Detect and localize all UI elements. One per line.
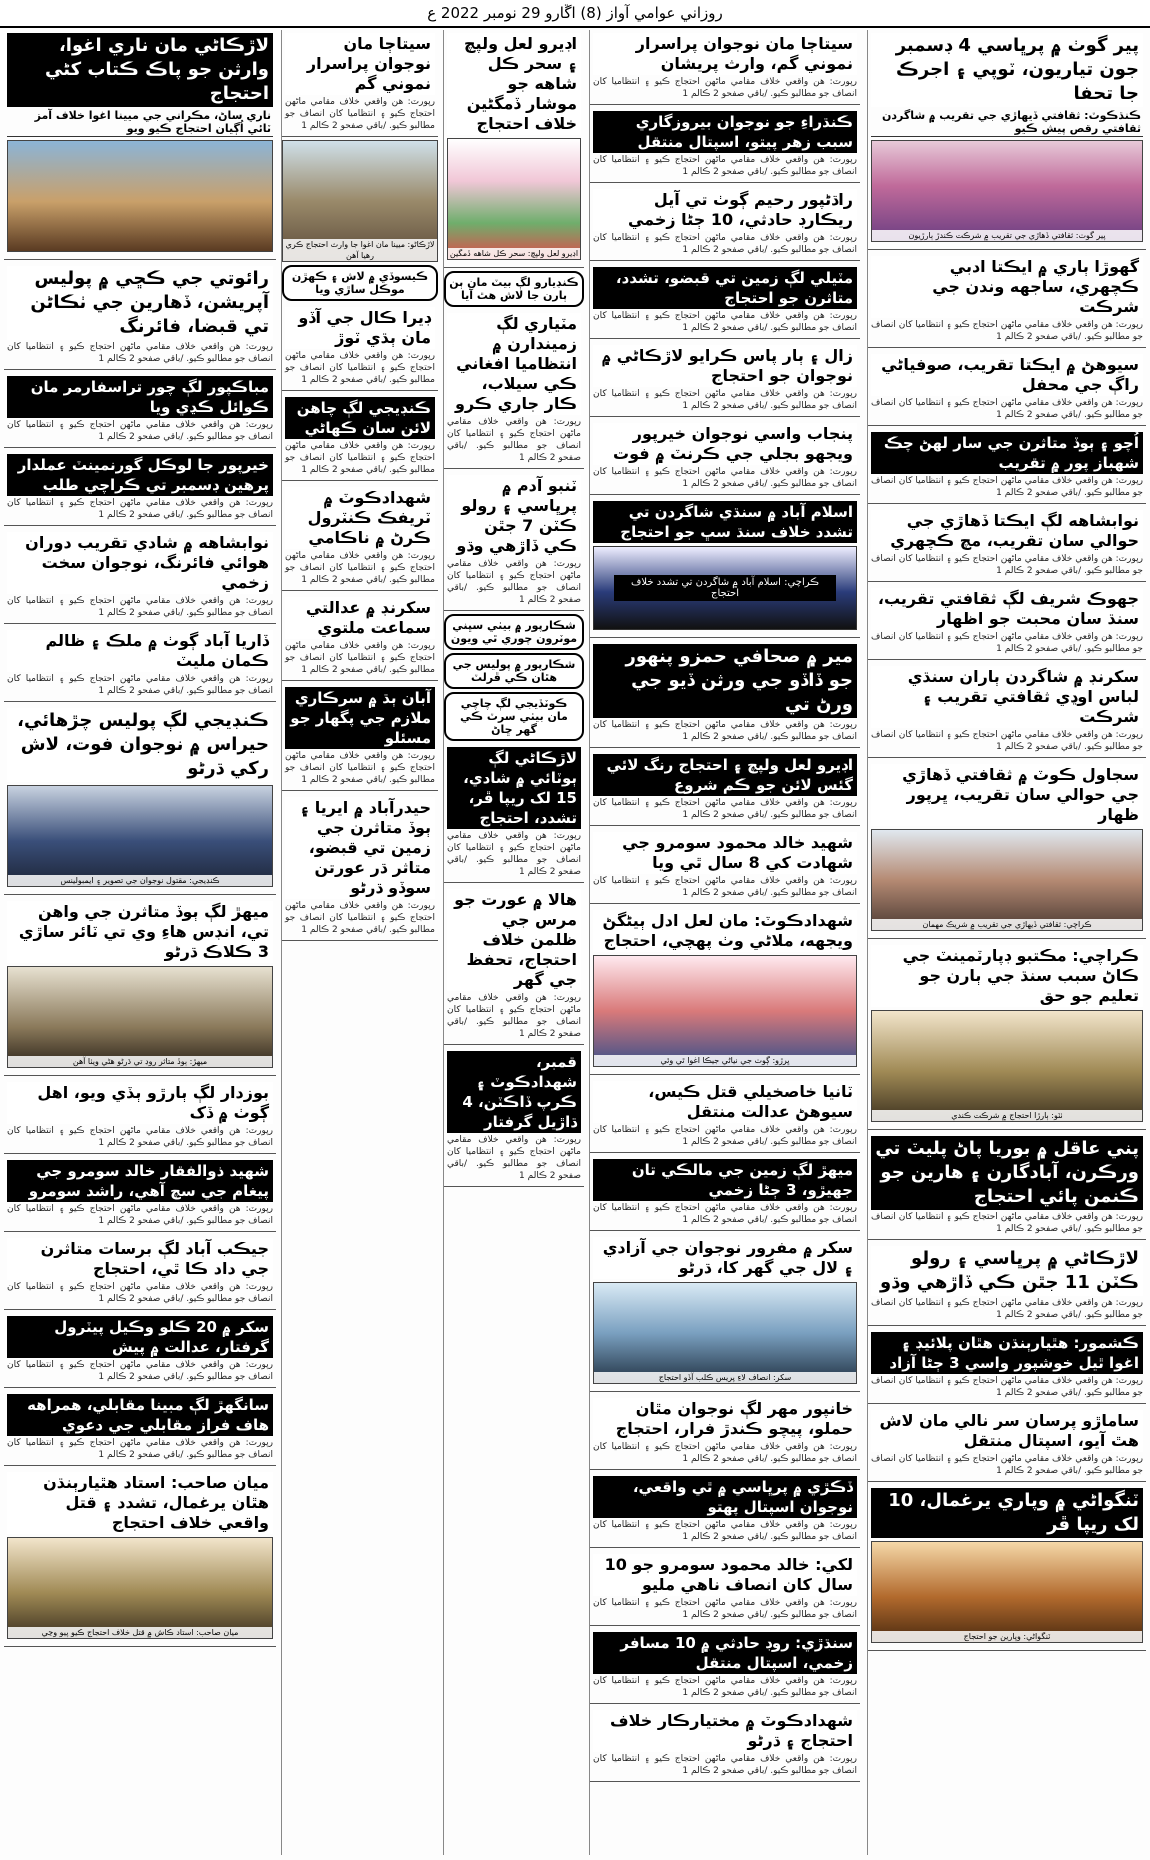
subheadline: ڪنڌڪوٽ: ثقافتي ڏيهاڙي جي تقريب ۾ شاگردن ثقافتي رقص پيش ڪيو xyxy=(871,108,1143,137)
story-body: رپورٽ: هن واقعي خلاف مقامي ماڻهن احتجاج ڪيو ۽ انتظاميا کان انصاف جو مطالبو ڪيو. /باقي صفحو 2 ڪالم 1 xyxy=(447,993,581,1039)
headline: ڪنڌراءِ جو نوجوان بيروزگاري سبب زهر پيتو، اسپتال منتقل xyxy=(593,111,857,153)
story-body: رپورٽ: هن واقعي خلاف مقامي ماڻهن احتجاج ڪيو ۽ انتظاميا کان انصاف جو مطالبو ڪيو. /باقي صفحو 2 ڪالم 1 xyxy=(593,467,857,489)
story-1-12 xyxy=(868,1329,1146,1404)
story-body: رپورٽ: هن واقعي خلاف مقامي ماڻهن احتجاج ڪيو ۽ انتظاميا کان انصاف جو مطالبو ڪيو. /باقي صفحو 2 ڪالم 1 xyxy=(871,1212,1143,1234)
headline: ميان صاحب: استاد هٿيارٻنڌن هٿان يرغمال، تشدد ۽ قتل واقعي خلاف احتجاج xyxy=(7,1472,273,1534)
story-3-1 xyxy=(444,30,584,268)
headline: ڊيرا ڪال جي آڏو مان ٻڌي ٽوڙ xyxy=(285,307,435,349)
headline: رائوتي جي ڪڇي ۾ پوليس آپريشن، ڏهارين جي ٺڪاڻن تي قبضا، فائرنگ xyxy=(7,266,273,340)
story-body: رپورٽ: هن واقعي خلاف مقامي ماڻهن احتجاج ڪيو ۽ انتظاميا کان انصاف جو مطالبو ڪيو. /باقي صفحو 2 ڪالم 1 xyxy=(871,1298,1143,1320)
story-body: رپورٽ: هن واقعي خلاف مقامي ماڻهن احتجاج ڪيو ۽ انتظاميا کان انصاف جو مطالبو ڪيو. /باقي صفحو 2 ڪالم 1 xyxy=(7,596,273,618)
story-body: رپورٽ: هن واقعي خلاف مقامي ماڻهن احتجاج ڪيو ۽ انتظاميا کان انصاف جو مطالبو ڪيو. /باقي صفحو 2 ڪالم 1 xyxy=(593,155,857,177)
story-1-7 xyxy=(868,663,1146,758)
story-body: رپورٽ: هن واقعي خلاف مقامي ماڻهن احتجاج ڪيو ۽ انتظاميا کان انصاف جو مطالبو ڪيو. /باقي صفحو 2 ڪالم 1 xyxy=(593,1520,857,1542)
story-body: رپورٽ: هن واقعي خلاف مقامي ماڻهن احتجاج ڪيو ۽ انتظاميا کان انصاف جو مطالبو ڪيو. /باقي صفحو 2 ڪالم 1 xyxy=(7,1360,273,1382)
photo-caption: پير گوٺ: ثقافتي ڏهاڙي جي تقريب ۾ شرڪت ڪندڙ ٻارڙيون xyxy=(872,230,1142,241)
story-5-4 xyxy=(4,451,276,526)
headline: هالا ۾ عورت جو مرس جي ظلمن خلاف احتجاج، تحفظ جي گهر xyxy=(447,889,581,991)
story-1-9 xyxy=(868,942,1146,1130)
story-5-12 xyxy=(4,1313,276,1388)
headline: اڊيرو لعل ولپچ ۽ سحر ڪل شاهه جو موشار ڏمگڻين خلاف احتجاج xyxy=(447,33,581,135)
story-5-3 xyxy=(4,373,276,448)
story-body: رپورٽ: هن واقعي خلاف مقامي ماڻهن احتجاج ڪيو ۽ انتظاميا کان انصاف جو مطالبو ڪيو. /باقي صفحو 2 ڪالم 1 xyxy=(593,311,857,333)
masthead: روزاني عوامي آواز (8) اڱارو 29 نومبر 2022 ع xyxy=(0,0,1150,28)
headline: ٽنگواڻي ۾ وپاري يرغمال، 10 لک ريپا ڦر xyxy=(871,1488,1143,1538)
story-5-14 xyxy=(4,1469,276,1647)
story-body: رپورٽ: هن واقعي خلاف مقامي ماڻهن احتجاج ڪيو ۽ انتظاميا کان انصاف جو مطالبو ڪيو. /باقي صفحو 2 ڪالم 1 xyxy=(871,632,1143,654)
story-2-18 xyxy=(590,1629,860,1704)
headline: ڏڪڙي ۾ پرڀاسي ۾ ٿي واقعي، نوجوان اسپتال پهتو xyxy=(593,1476,857,1518)
headline: مٽيلي لڳ زمين تي قبضو، تشدد، متاثرن جو احتجاج xyxy=(593,267,857,309)
headline: ڪشمور: هٿيارٻنڌن هٿان پلائيڊ ۽ اغوا ٿيل خوشپور واسي 3 ڄڻا آزاد xyxy=(871,1332,1143,1374)
headline: سکر ۾ مفرور نوجوان جي آزادي ۽ لال جي گهر کا، ڌرڻو xyxy=(593,1237,857,1279)
headline: نوابشاهه لڳ ايڪتا ڏهاڙي جي حوالي سان تقريب، مچ ڪچهري xyxy=(871,510,1143,552)
headline: راڌڻپور رحيم ڳوٺ تي آيل ريڪارڊ حادثي، 10 ڄڻا زخمي xyxy=(593,189,857,231)
story-2-14 xyxy=(590,1234,860,1392)
story-2-16 xyxy=(590,1473,860,1548)
news-photo xyxy=(871,829,1143,931)
story-1-4 xyxy=(868,429,1146,504)
headline: جيڪب آباد لڳ برسات متاثرن جي داد ڪا ٿي، احتجاج xyxy=(7,1238,273,1280)
column-3 xyxy=(443,30,584,1855)
story-body: رپورٽ: هن واقعي خلاف مقامي ماڻهن احتجاج ڪيو ۽ انتظاميا کان انصاف جو مطالبو ڪيو. /باقي صفحو 2 ڪالم 1 xyxy=(7,342,273,364)
story-4-1 xyxy=(282,30,438,137)
story-body: رپورٽ: هن واقعي خلاف مقامي ماڻهن احتجاج ڪيو ۽ انتظاميا کان انصاف جو مطالبو ڪيو. /باقي صفحو 2 ڪالم 1 xyxy=(7,498,273,520)
story-1-3 xyxy=(868,351,1146,426)
news-photo xyxy=(593,955,857,1067)
headline: زال ۽ ٻار پاس ڪرايو لاڙڪاڻي ۾ نوجوان جو احتجاج xyxy=(593,345,857,387)
story-body: رپورٽ: هن واقعي خلاف مقامي ماڻهن احتجاج ڪيو ۽ انتظاميا کان انصاف جو مطالبو ڪيو. /باقي صفحو 2 ڪالم 1 xyxy=(593,1125,857,1147)
story-5-2 xyxy=(4,263,276,370)
story-body: رپورٽ: هن واقعي خلاف مقامي ماڻهن احتجاج ڪيو ۽ انتظاميا کان انصاف جو مطالبو ڪيو. /باقي صفحو 2 ڪالم 1 xyxy=(285,351,435,385)
story-5-8 xyxy=(4,898,276,1076)
story-body: رپورٽ: هن واقعي خلاف مقامي ماڻهن احتجاج ڪيو ۽ انتظاميا کان انصاف جو مطالبو ڪيو. /باقي صفحو 2 ڪالم 1 xyxy=(7,420,273,442)
headline: ٽنبو آدم ۾ پرڀاسي ۽ رولو ڪٽن 7 جٿن ڪي ڏاڙهي وڌو xyxy=(447,475,581,557)
headline: سيتاڄا مان نوجوان پراسرار نموني گم xyxy=(285,33,435,95)
story-5-9 xyxy=(4,1079,276,1154)
headline: لکي: خالد محمود سومرو جو 10 سال کان انصاف ناهي مليو xyxy=(593,1554,857,1596)
photo-caption: ڪراچي: ثقافتي ڏيهاڙي جي تقريب ۾ شريڪ مهمان xyxy=(872,919,1142,930)
story-body: رپورٽ: هن واقعي خلاف مقامي ماڻهن احتجاج ڪيو ۽ انتظاميا کان انصاف جو مطالبو ڪيو. /باقي صفحو 2 ڪالم 1 xyxy=(285,641,435,675)
headline: ڪنڊيجي لڳ چاهن لائن سان ڪهاڻي xyxy=(285,397,435,439)
photo-caption: ٽنگواڻي: وپارين جو احتجاج xyxy=(872,1631,1142,1642)
headline: سجاول ڪوٽ ۾ ثقافتي ڏهاڙي جي حوالي سان تقريب، ڀرپور ظهار xyxy=(871,764,1143,826)
story-4-5 xyxy=(282,594,438,681)
story-5-7 xyxy=(4,705,276,895)
story-2-4 xyxy=(590,264,860,339)
story-body: رپورٽ: هن واقعي خلاف مقامي ماڻهن احتجاج ڪيو ۽ انتظاميا کان انصاف جو مطالبو ڪيو. /باقي صفحو 2 ڪالم 1 xyxy=(593,389,857,411)
headline: سيوهڻ ۾ ايڪتا تقريب، صوفياڻي راڳ جي محفل xyxy=(871,354,1143,396)
news-photo xyxy=(593,546,857,630)
notice-box: شڪارپور ۾ بيٺي سڀني موٽرون چوري ٿي ويون xyxy=(444,614,584,650)
story-1-10 xyxy=(868,1133,1146,1240)
story-3-5 xyxy=(444,886,584,1045)
story-body: رپورٽ: هن واقعي خلاف مقامي ماڻهن احتجاج ڪيو ۽ انتظاميا کان انصاف جو مطالبو ڪيو. /باقي صفحو 2 ڪالم 1 xyxy=(593,233,857,255)
story-2-12 xyxy=(590,1078,860,1153)
news-photo xyxy=(871,140,1143,242)
story-2-10 xyxy=(590,829,860,904)
story-body: رپورٽ: هن واقعي خلاف مقامي ماڻهن احتجاج ڪيو ۽ انتظاميا کان انصاف جو مطالبو ڪيو. /باقي صفحو 2 ڪالم 1 xyxy=(593,1676,857,1698)
photo-caption: ڪنڊيجي: مقتول نوجوان جي تصوير ۽ ايمبولينس xyxy=(8,875,272,886)
story-2-11 xyxy=(590,907,860,1075)
story-body: رپورٽ: هن واقعي خلاف مقامي ماڻهن احتجاج ڪيو ۽ انتظاميا کان انصاف جو مطالبو ڪيو. /باقي صفحو 2 ڪالم 1 xyxy=(285,901,435,935)
story-4-7 xyxy=(282,794,438,941)
story-body: رپورٽ: هن واقعي خلاف مقامي ماڻهن احتجاج ڪيو ۽ انتظاميا کان انصاف جو مطالبو ڪيو. /باقي صفحو 2 ڪالم 1 xyxy=(447,831,581,877)
photo-caption: لاڙڪاڻو: ميينا مان اغوا جا وارث احتجاج ڪري رهيا آهن xyxy=(283,239,437,261)
story-body: رپورٽ: هن واقعي خلاف مقامي ماڻهن احتجاج ڪيو ۽ انتظاميا کان انصاف جو مطالبو ڪيو. /باقي صفحو 2 ڪالم 1 xyxy=(871,1454,1143,1476)
news-photo xyxy=(871,1010,1143,1122)
headline: اُچو ۽ ٻوڏ متاثرن جي سار لهڻ چڪ شهباز پور ۾ تقريب xyxy=(871,432,1143,474)
story-body: رپورٽ: هن واقعي خلاف مقامي ماڻهن احتجاج ڪيو ۽ انتظاميا کان انصاف جو مطالبو ڪيو. /باقي صفحو 2 ڪالم 1 xyxy=(871,398,1143,420)
headline: مير ۾ صحافي حمزو پنهور جو ڏاڏو جي ورثن ڏيو جي ورڻ تي xyxy=(593,644,857,718)
story-body: رپورٽ: هن واقعي خلاف مقامي ماڻهن احتجاج ڪيو ۽ انتظاميا کان انصاف جو مطالبو ڪيو. /باقي صفحو 2 ڪالم 1 xyxy=(871,730,1143,752)
headline: پير گوٺ ۾ پرڀاسي 4 ڊسمبر جون تياريون، ٽوپي ۽ اجرڪ جا تحفا xyxy=(871,33,1143,107)
headline: شهيد ذوالفقار خالد سومرو جي پيغام جي سچ آهي، راشد سومرو xyxy=(7,1160,273,1202)
notice-box: شڪارپور ۾ پوليس جي هٿان ڪي ڦرلٽ xyxy=(444,653,584,689)
story-body: رپورٽ: هن واقعي خلاف مقامي ماڻهن احتجاج ڪيو ۽ انتظاميا کان انصاف جو مطالبو ڪيو. /باقي صفحو 2 ڪالم 1 xyxy=(593,1754,857,1776)
headline: ساماڙو پرسان سر نالي مان لاش هٿ آيو، اسپتال منتقل xyxy=(871,1410,1143,1452)
photo-caption: ميهڙ: ٻوڏ متاثر روڊ تي ڌرڻو هڻي ويٺا آهن xyxy=(8,1056,272,1067)
story-1-1 xyxy=(868,30,1146,250)
photo-banner-text: ڪراچي: اسلام آباد ۾ شاگردن تي تشدد خلاف احتجاج xyxy=(614,575,836,601)
story-2-7 xyxy=(590,498,860,638)
column-2 xyxy=(589,30,860,1855)
story-body: رپورٽ: هن واقعي خلاف مقامي ماڻهن احتجاج ڪيو ۽ انتظاميا کان انصاف جو مطالبو ڪيو. /باقي صفحو 2 ڪالم 1 xyxy=(593,1442,857,1464)
story-body: رپورٽ: هن واقعي خلاف مقامي ماڻهن احتجاج ڪيو ۽ انتظاميا کان انصاف جو مطالبو ڪيو. /باقي صفحو 2 ڪالم 1 xyxy=(7,1126,273,1148)
story-2-13 xyxy=(590,1156,860,1231)
story-2-6 xyxy=(590,420,860,495)
headline: لاڙڪاڻي ۾ پرڀاسي ۽ رولو ڪٽن 11 جٿن ڪي ڏاڙهي وڌو xyxy=(871,1246,1143,1296)
headline: شهيد خالد محمود سومرو جي شهادت کي 8 سال ٿي ويا xyxy=(593,832,857,874)
story-5-5 xyxy=(4,529,276,624)
story-4-4 xyxy=(282,484,438,591)
headline: جهوڪ شريف لڳ ثقافتي تقريب، سنڌ سان محبت جو اظهار xyxy=(871,588,1143,630)
headline: سکر ۾ 20 ڪلو وڪيل پيٽرول گرفتار، عدالت ۾ پيش xyxy=(7,1316,273,1358)
story-1-14 xyxy=(868,1485,1146,1651)
story-1-13 xyxy=(868,1407,1146,1482)
photo-caption: سکر: انصاف لاءِ پريس ڪلب آڏو احتجاج xyxy=(594,1372,856,1383)
headline: ميهڙ لڳ زمين جي مالڪي تان جهيڙو، 3 ڄڻا زخمي xyxy=(593,1159,857,1201)
story-3-2 xyxy=(444,310,584,469)
news-photo xyxy=(7,785,273,887)
photo-caption: اڊيرو لعل ولپچ: سحر ڪل شاهه ڏمگين xyxy=(449,249,579,258)
story-body: رپورٽ: هن واقعي خلاف مقامي ماڻهن احتجاج ڪيو ۽ انتظاميا کان انصاف جو مطالبو ڪيو. /باقي صفحو 2 ڪالم 1 xyxy=(7,1438,273,1460)
story-body: رپورٽ: هن واقعي خلاف مقامي ماڻهن احتجاج ڪيو ۽ انتظاميا کان انصاف جو مطالبو ڪيو. /باقي صفحو 2 ڪالم 1 xyxy=(593,77,857,99)
story-5-11 xyxy=(4,1235,276,1310)
headline: لاڙڪاڻي لڳ ٻوٽائي ۾ شادي، 15 لک ريپا ڦر، تشدد، احتجاج xyxy=(447,747,581,829)
story-2-5 xyxy=(590,342,860,417)
headline: ڏاريا آباد ڳوٺ ۾ ملڪ ۽ ظالم ڪمان مليٽ xyxy=(7,630,273,672)
story-2-1 xyxy=(590,30,860,105)
headline: شهدادڪوٽ: مان لعل ادل ٻيڻگڻ ويجهه، ملاڻي وٺ پهچي، احتجاج xyxy=(593,910,857,952)
story-body: رپورٽ: هن واقعي خلاف مقامي ماڻهن احتجاج ڪيو ۽ انتظاميا کان انصاف جو مطالبو ڪيو. /باقي صفحو 2 ڪالم 1 xyxy=(593,1598,857,1620)
headline: خيرپور جا لوڪل گورنمينٽ عملدار پرهين ڊسمبر تي ڪراچي طلب xyxy=(7,454,273,496)
headline: نوابشاهه ۾ شادي تقريب دوران هوائي فائرنگ، نوجوان سخت زخمي xyxy=(7,532,273,594)
headline: خانپور مهر لڳ نوجوان مٿان حملو، پيچو ڪندڙ فرار، احتجاج xyxy=(593,1398,857,1440)
headline: حيدرآباد ۾ ايريا ۽ ٻوڏ متاثرن جي زمين تي قبضو، متاثر ڌر عورتن سوڏو ڌرڻو xyxy=(285,797,435,899)
story-3-4 xyxy=(444,744,584,883)
story-body: رپورٽ: هن واقعي خلاف مقامي ماڻهن احتجاج ڪيو ۽ انتظاميا کان انصاف جو مطالبو ڪيو. /باقي صفحو 2 ڪالم 1 xyxy=(285,441,435,475)
story-4-6 xyxy=(282,684,438,791)
news-photo xyxy=(447,138,581,260)
headline: مباڪپور لڳ چور تراسفارمر مان ڪوائل ڪڍي ويا xyxy=(7,376,273,418)
story-body: رپورٽ: هن واقعي خلاف مقامي ماڻهن احتجاج ڪيو ۽ انتظاميا کان انصاف جو مطالبو ڪيو. /باقي صفحو 2 ڪالم 1 xyxy=(7,674,273,696)
story-5-10 xyxy=(4,1157,276,1232)
story-body: رپورٽ: هن واقعي خلاف مقامي ماڻهن احتجاج ڪيو ۽ انتظاميا کان انصاف جو مطالبو ڪيو. /باقي صفحو 2 ڪالم 1 xyxy=(593,1203,857,1225)
story-5-1 xyxy=(4,30,276,260)
story-body: رپورٽ: هن واقعي خلاف مقامي ماڻهن احتجاج ڪيو ۽ انتظاميا کان انصاف جو مطالبو ڪيو. /باقي صفحو 2 ڪالم 1 xyxy=(593,798,857,820)
story-2-8 xyxy=(590,641,860,748)
story-body: رپورٽ: هن واقعي خلاف مقامي ماڻهن احتجاج ڪيو ۽ انتظاميا کان انصاف جو مطالبو ڪيو. /باقي صفحو 2 ڪالم 1 xyxy=(285,751,435,785)
news-photo xyxy=(7,140,273,252)
headline: شهدادڪوٽ ۾ ٽريفڪ ڪنٽرول ڪرڻ ۾ ناڪامي xyxy=(285,487,435,549)
story-3-6 xyxy=(444,1048,584,1187)
headline: پني عاقل ۾ بوريا پاڻ پليٽ تي ورڪرن، آبادگارن ۽ هارين جو ڪنمن پائي احتجاج xyxy=(871,1136,1143,1210)
news-photo xyxy=(871,1541,1143,1643)
story-2-17 xyxy=(590,1551,860,1626)
story-1-5 xyxy=(868,507,1146,582)
story-2-2 xyxy=(590,108,860,183)
headline: لاڙڪاڻي مان ناري اغوا، وارثن جو پاڪ ڪتاب کڻي احتجاج xyxy=(7,33,273,107)
headline: گهوڙا ٻاري ۾ ايڪتا ادبي ڪچهري، ساجهه وندن جي شرڪت xyxy=(871,256,1143,318)
headline: ڪراچي: مڪتبو ڊپارٽمينٽ جي ڪاڻ سبب سنڌ جي ٻارن جو تعليم جو حق xyxy=(871,945,1143,1007)
story-2-19 xyxy=(590,1707,860,1782)
story-body: رپورٽ: هن واقعي خلاف مقامي ماڻهن احتجاج ڪيو ۽ انتظاميا کان انصاف جو مطالبو ڪيو. /باقي صفحو 2 ڪالم 1 xyxy=(285,551,435,585)
story-1-6 xyxy=(868,585,1146,660)
headline: ڪنڊيجي لڳ پوليس چڙهائي، حيراس ۾ نوجوان فوت، لاش رکي ڌرڻو xyxy=(7,708,273,782)
subheadline: ناري ساڻ، مڪراني جي ميينا اغوا خلاف آمز ٽائي اُڳيان احتجاج ڪيو ويو xyxy=(7,108,273,137)
notice-box: ڪيسوڏي ۾ لاش ۽ ڪهڙن موڪل ساڙي ويا xyxy=(282,265,438,301)
story-5-13 xyxy=(4,1391,276,1466)
story-body: رپورٽ: هن واقعي خلاف مقامي ماڻهن احتجاج ڪيو ۽ انتظاميا کان انصاف جو مطالبو ڪيو. /باقي صفحو 2 ڪالم 1 xyxy=(593,720,857,742)
story-4-2 xyxy=(282,304,438,391)
story-2-15 xyxy=(590,1395,860,1470)
story-4-3 xyxy=(282,394,438,481)
news-photo xyxy=(7,1537,273,1639)
headline: سنڌڙي: روڊ حادثي ۾ 10 مسافر زخمي، اسپتال منتقل xyxy=(593,1632,857,1674)
headline: سانگهڙ لڳ مبينا مقابلي، همراهه هاف فراز مقابلي جي دعوي xyxy=(7,1394,273,1436)
notice-box: ڪوٽڏيجي لڳ چاچي مان بيٺي سرٽ ڪي گهر ڇاڻ xyxy=(444,692,584,741)
story-body: رپورٽ: هن واقعي خلاف مقامي ماڻهن احتجاج ڪيو ۽ انتظاميا کان انصاف جو مطالبو ڪيو. /باقي صفحو 2 ڪالم 1 xyxy=(447,417,581,463)
headline: ٽانيا خاصخيلي قتل ڪيس، سيوهڻ عدالت منتقل xyxy=(593,1081,857,1123)
headline: قمبر، شهدادڪوٽ ۽ ڪرپ ڏاڪٽن، 4 ڌاڙيل گرفتار xyxy=(447,1051,581,1133)
headline: بوزدار لڳ ٻارڙو ٻڏي ويو، اهل ڳوٺ ۾ ڏک xyxy=(7,1082,273,1124)
photo-caption: ڀرڙو: ڳوٺ جي نياڻي جيڪا اغوا ٿي وئي xyxy=(594,1055,856,1066)
story-body: رپورٽ: هن واقعي خلاف مقامي ماڻهن احتجاج ڪيو ۽ انتظاميا کان انصاف جو مطالبو ڪيو. /باقي صفحو 2 ڪالم 1 xyxy=(871,1376,1143,1398)
notice-box: ڪنڊيارو لڳ بيٽ مان ٻن ٻارن جا لاش هٿ آيا xyxy=(444,271,584,307)
headline: ميهڙ لڳ ٻوڏ متاثرن جي واهن تي، انڊس هاءِ وي تي ٽائر ساڙي 3 ڪلاڪ ڌرڻو xyxy=(7,901,273,963)
headline: اسلام آباد ۾ سنڌي شاگردن تي تشدد خلاف سنڌ سڀ جو احتجاج xyxy=(593,501,857,543)
story-1-11 xyxy=(868,1243,1146,1326)
column-4 xyxy=(281,30,438,1855)
story-body: رپورٽ: هن واقعي خلاف مقامي ماڻهن احتجاج ڪيو ۽ انتظاميا کان انصاف جو مطالبو ڪيو. /باقي صفحو 2 ڪالم 1 xyxy=(447,1135,581,1181)
headline: مٽياري لڳ زميندارن ۾ انتظاميا افغاني ڪي سيلاب، ڪار جاري ڪرو xyxy=(447,313,581,415)
story-body: رپورٽ: هن واقعي خلاف مقامي ماڻهن احتجاج ڪيو ۽ انتظاميا کان انصاف جو مطالبو ڪيو. /باقي صفحو 2 ڪالم 1 xyxy=(7,1204,273,1226)
story-body: رپورٽ: هن واقعي خلاف مقامي ماڻهن احتجاج ڪيو ۽ انتظاميا کان انصاف جو مطالبو ڪيو. /باقي صفحو 2 ڪالم 1 xyxy=(285,97,435,131)
headline: سکرنڊ ۾ شاگردن ٻاران سنڌي لباس اوڍي ثقافتي تقريب ۽ شرڪت xyxy=(871,666,1143,728)
headline: سيتاڄا مان نوجوان پراسرار نموني گم، وارث پريشان xyxy=(593,33,857,75)
column-1 xyxy=(867,30,1146,1855)
news-photo xyxy=(593,1282,857,1384)
headline: پنجاب واسي نوجوان خيرپور ويجهو بجلي جي ڪرنٽ ۾ فوت xyxy=(593,423,857,465)
headline: آبان ٻڌ ۾ سرڪاري ملازم جي پگهار جو مسئلو xyxy=(285,687,435,749)
story-1-8 xyxy=(868,761,1146,939)
story-body: رپورٽ: هن واقعي خلاف مقامي ماڻهن احتجاج ڪيو ۽ انتظاميا کان انصاف جو مطالبو ڪيو. /باقي صفحو 2 ڪالم 1 xyxy=(871,554,1143,576)
story-2-3 xyxy=(590,186,860,261)
story-5-6 xyxy=(4,627,276,702)
story-body: رپورٽ: هن واقعي خلاف مقامي ماڻهن احتجاج ڪيو ۽ انتظاميا کان انصاف جو مطالبو ڪيو. /باقي صفحو 2 ڪالم 1 xyxy=(871,320,1143,342)
photo-caption: ميان صاحب: استاد ڪاش ۾ قتل خلاف احتجاج ڪيو پيو وڃي xyxy=(8,1627,272,1638)
story-body: رپورٽ: هن واقعي خلاف مقامي ماڻهن احتجاج ڪيو ۽ انتظاميا کان انصاف جو مطالبو ڪيو. /باقي صفحو 2 ڪالم 1 xyxy=(871,476,1143,498)
story-body: رپورٽ: هن واقعي خلاف مقامي ماڻهن احتجاج ڪيو ۽ انتظاميا کان انصاف جو مطالبو ڪيو. /باقي صفحو 2 ڪالم 1 xyxy=(447,559,581,605)
story-body: رپورٽ: هن واقعي خلاف مقامي ماڻهن احتجاج ڪيو ۽ انتظاميا کان انصاف جو مطالبو ڪيو. /باقي صفحو 2 ڪالم 1 xyxy=(593,876,857,898)
photo-caption: ٺٽو: ٻارڙا احتجاج ۾ شرڪت ڪندي xyxy=(872,1110,1142,1121)
news-photo xyxy=(7,966,273,1068)
headline: سکرنڊ ۾ عدالتي سماعت ملتوي xyxy=(285,597,435,639)
story-body: رپورٽ: هن واقعي خلاف مقامي ماڻهن احتجاج ڪيو ۽ انتظاميا کان انصاف جو مطالبو ڪيو. /باقي صفحو 2 ڪالم 1 xyxy=(7,1282,273,1304)
headline: اڊيرو لعل ولپچ ۽ احتجاج رنگ لائي گئس لائن جو ڪم شروع xyxy=(593,754,857,796)
story-3-3 xyxy=(444,472,584,611)
headline: شهدادڪوٽ ۾ مختيارڪار خلاف احتجاج ۽ ڌرڻو xyxy=(593,1710,857,1752)
story-1-2 xyxy=(868,253,1146,348)
column-5 xyxy=(4,30,276,1855)
news-photo xyxy=(282,140,438,262)
story-2-9 xyxy=(590,751,860,826)
